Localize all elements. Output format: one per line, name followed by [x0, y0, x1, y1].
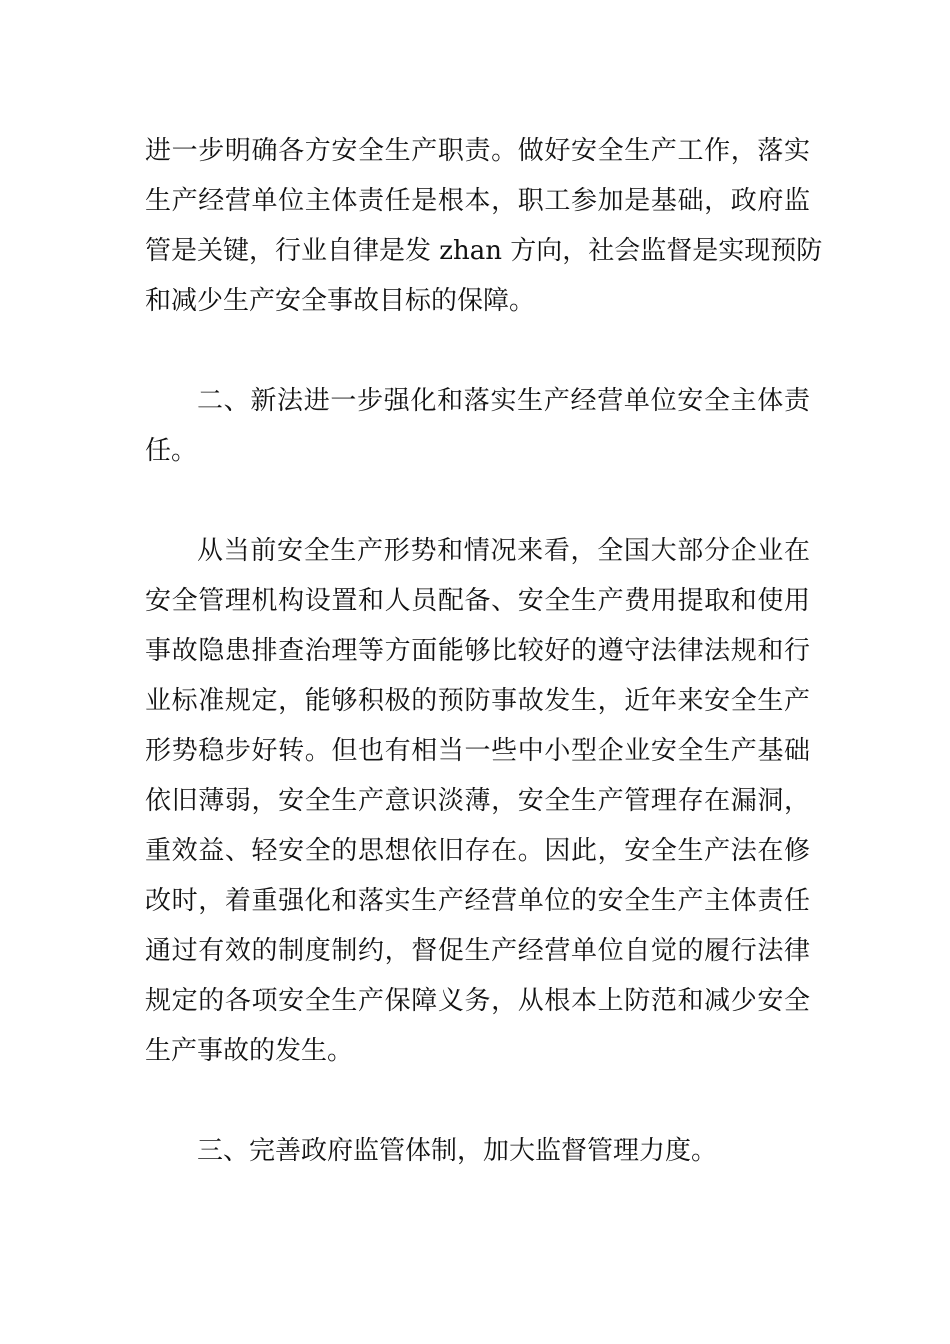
paragraph-1-line-2: 生产经营单位主体责任是根本，职工参加是基础，政府监 [145, 186, 810, 216]
paragraph-1-line-1: 进一步明确各方安全生产职责。做好安全生产工作，落实 [145, 136, 810, 166]
paragraph-2-line-7: 重效益、轻安全的思想依旧存在。因此，安全生产法在修 [145, 836, 810, 866]
paragraph-2-line-9: 通过有效的制度制约，督促生产经营单位自觉的履行法律 [145, 936, 810, 966]
paragraph-2-line-6: 依旧薄弱，安全生产意识淡薄，安全生产管理存在漏洞， [145, 786, 810, 816]
paragraph-2-line-2: 安全管理机构设置和人员配备、安全生产费用提取和使用 [145, 586, 810, 616]
paragraph-1-line-4: 和减少生产安全事故目标的保障。 [145, 286, 536, 316]
heading-2-line-2: 任。 [145, 436, 198, 466]
heading-2-line-1: 二、新法进一步强化和落实生产经营单位安全主体责 [197, 386, 810, 416]
paragraph-2-line-3: 事故隐患排查治理等方面能够比较好的遵守法律法规和行 [145, 636, 810, 666]
paragraph-2-line-8: 改时，着重强化和落实生产经营单位的安全生产主体责任 [145, 886, 810, 916]
paragraph-2-line-1: 从当前安全生产形势和情况来看，全国大部分企业在 [197, 536, 810, 566]
paragraph-2-line-5: 形势稳步好转。但也有相当一些中小型企业安全生产基础 [145, 736, 810, 766]
heading-3-line-1: 三、完善政府监管体制，加大监督管理力度。 [197, 1136, 718, 1166]
paragraph-2-line-11: 生产事故的发生。 [145, 1036, 354, 1066]
paragraph-2-line-10: 规定的各项安全生产保障义务，从根本上防范和减少安全 [145, 986, 810, 1016]
paragraph-1-line-3: 管是关键，行业自律是发 zhan 方向，社会监督是实现预防 [145, 236, 823, 266]
paragraph-2-line-4: 业标准规定，能够积极的预防事故发生，近年来安全生产 [145, 686, 810, 716]
